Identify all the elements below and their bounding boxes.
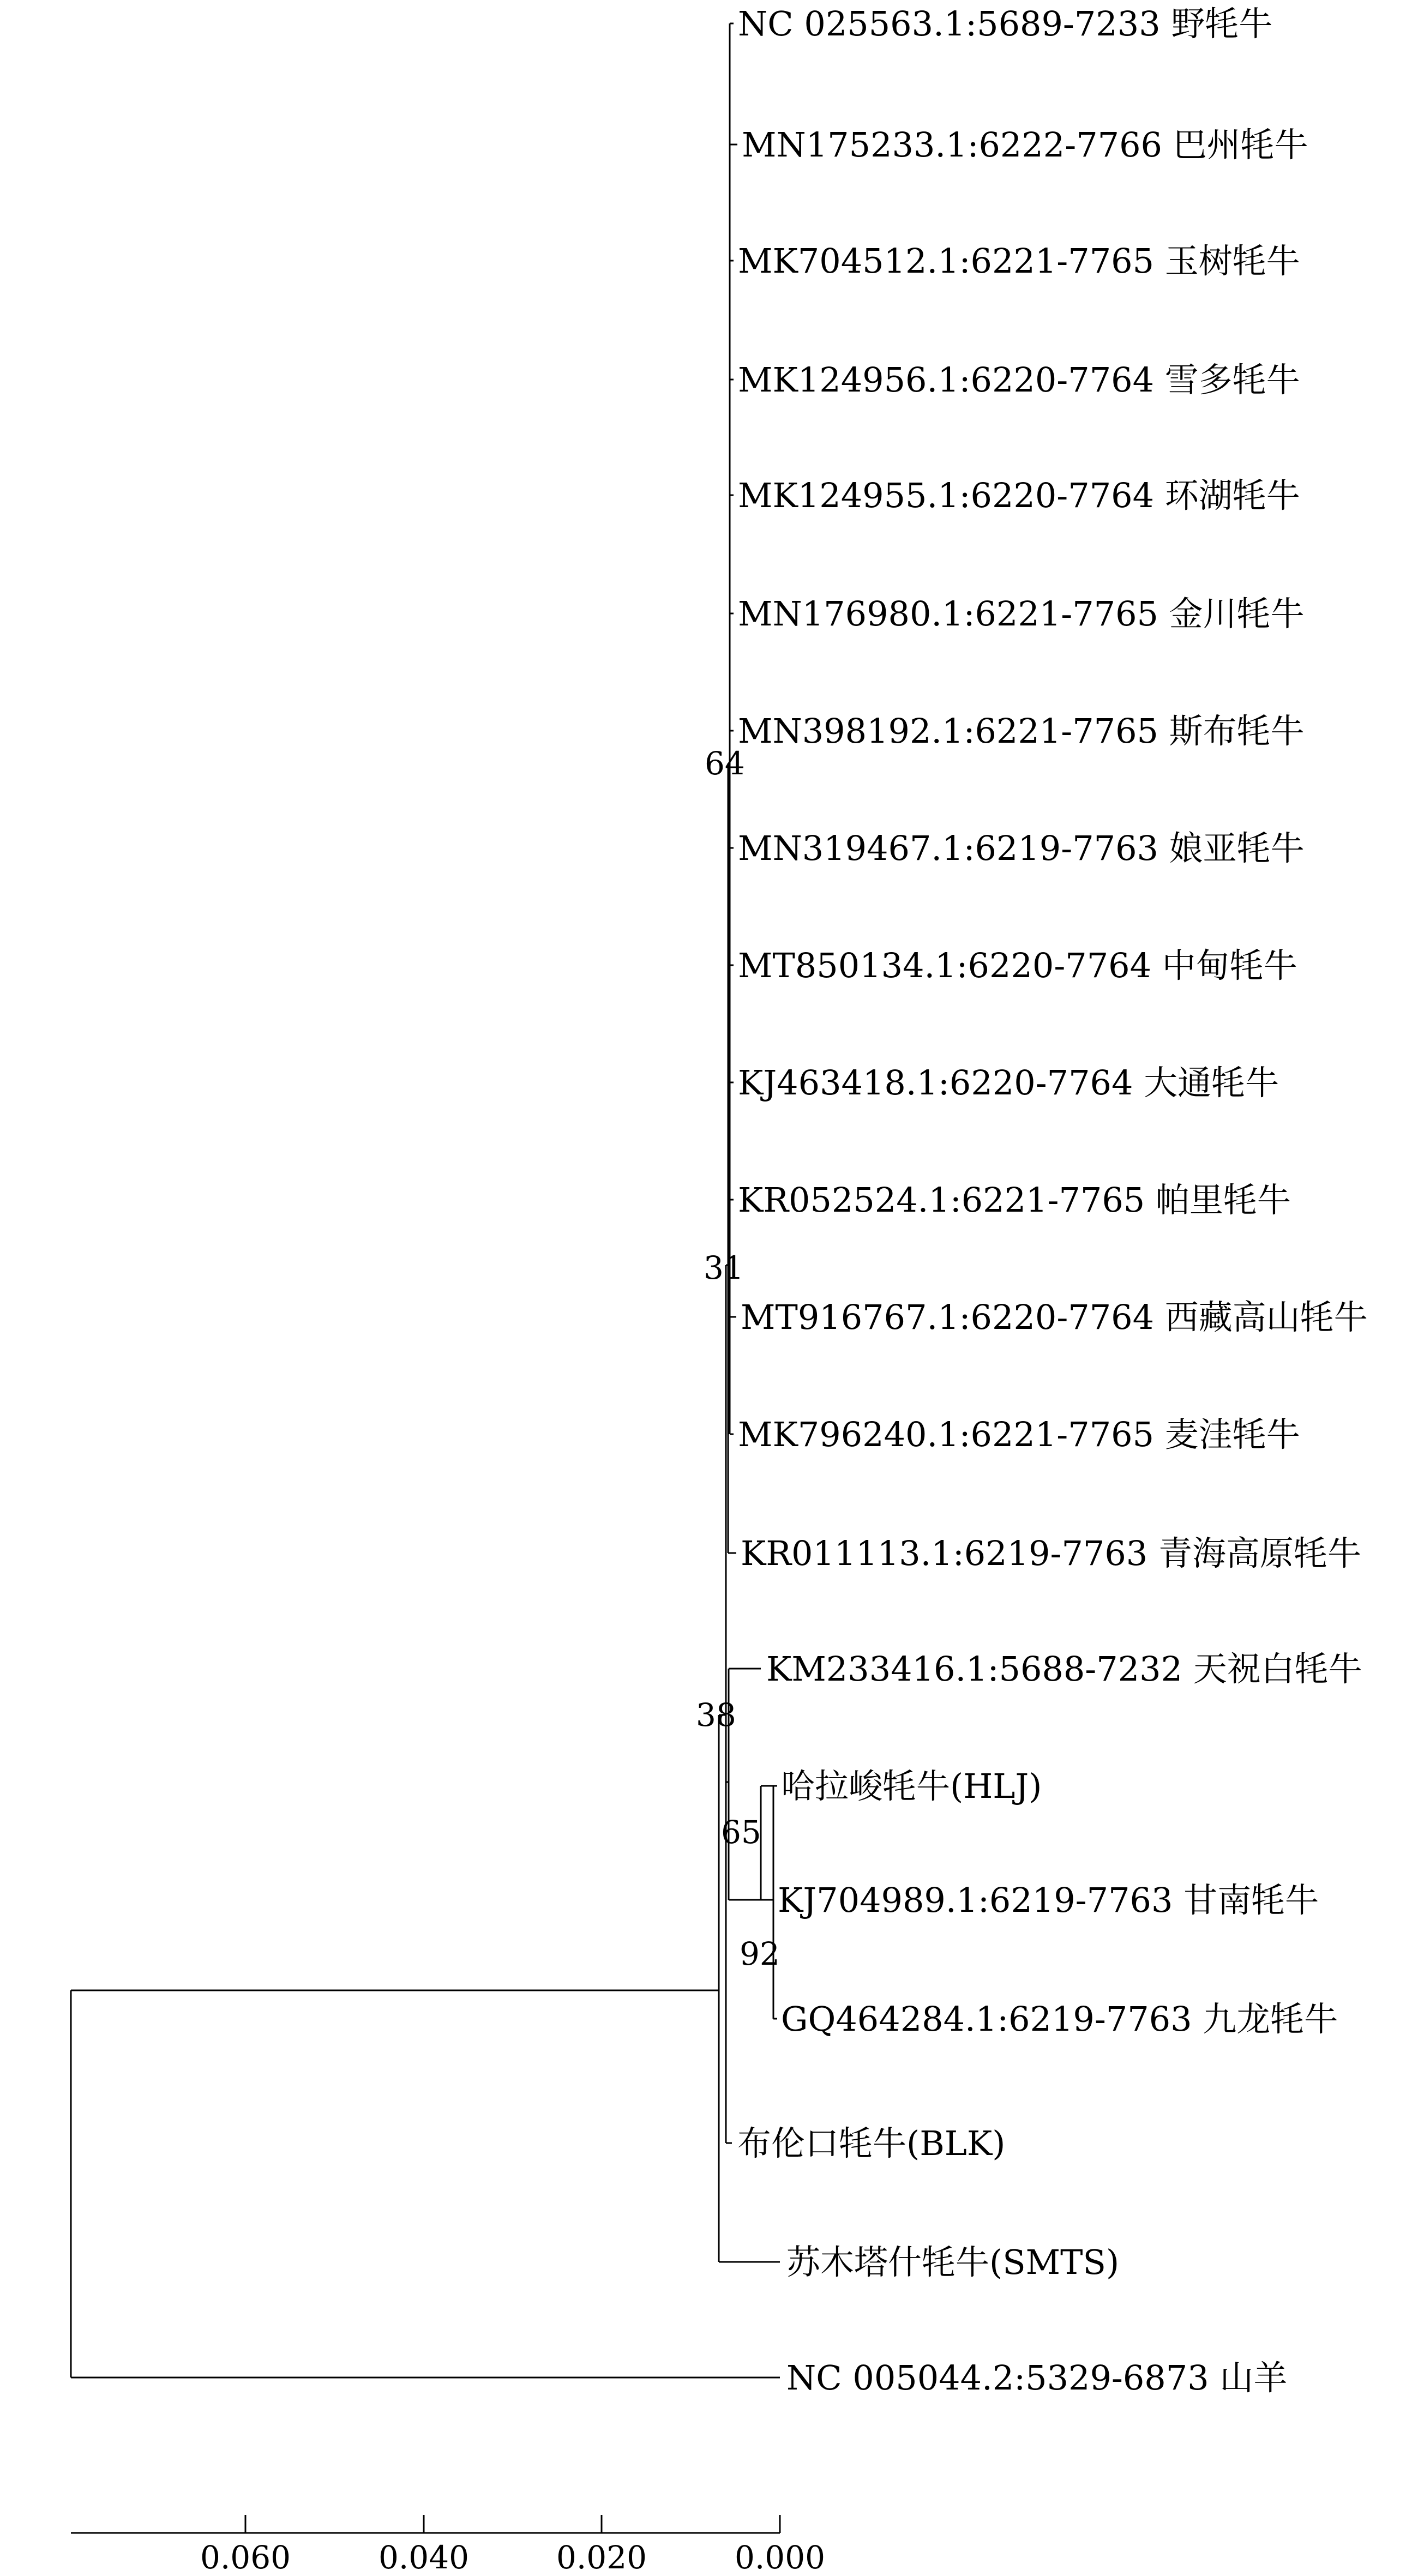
leaf-labels (737, 4, 1368, 2398)
leaf-label: MK796240.1:6221-7765 麦洼牦牛 (738, 1415, 1300, 1454)
tree-branches (71, 23, 780, 2378)
leaf-label: MN176980.1:6221-7765 金川牦牛 (738, 594, 1305, 634)
leaf-label: 苏木塔什牦牛(SMTS) (786, 2242, 1120, 2282)
bootstrap-value: 31 (704, 1249, 744, 1286)
bootstrap-value: 38 (696, 1696, 736, 1734)
leaf-label: NC 025563.1:5689-7233 野牦牛 (738, 4, 1273, 44)
leaf-label: MK704512.1:6221-7765 玉树牦牛 (738, 241, 1300, 281)
leaf-label: KR011113.1:6219-7763 青海高原牦牛 (741, 1533, 1361, 1573)
bootstrap-value: 92 (740, 1935, 780, 1972)
leaf-label: KJ704989.1:6219-7763 甘南牦牛 (778, 1880, 1319, 1920)
leaf-label: MK124955.1:6220-7764 环湖牦牛 (738, 476, 1300, 515)
scale-tick-label: 0.020 (556, 2539, 647, 2576)
bootstrap-values (696, 745, 780, 1972)
leaf-label: 哈拉峻牦牛(HLJ) (781, 1766, 1042, 1806)
leaf-label: NC 005044.2:5329-6873 山羊 (786, 2358, 1288, 2398)
scale-tick-label: 0.040 (378, 2539, 470, 2576)
bootstrap-value: 65 (721, 1814, 761, 1851)
leaf-label: KM233416.1:5688-7232 天祝白牦牛 (766, 1649, 1362, 1689)
scale-tick-label: 0.060 (200, 2539, 291, 2576)
leaf-label: KJ463418.1:6220-7764 大通牦牛 (738, 1063, 1279, 1103)
leaf-label: 布伦口牦牛(BLK) (737, 2123, 1006, 2163)
leaf-label: MT916767.1:6220-7764 西藏高山牦牛 (741, 1297, 1368, 1337)
bootstrap-value: 64 (705, 745, 745, 782)
leaf-label: GQ464284.1:6219-7763 九龙牦牛 (781, 1999, 1338, 2039)
leaf-label: MK124956.1:6220-7764 雪多牦牛 (738, 360, 1300, 400)
leaf-label: KR052524.1:6221-7765 帕里牦牛 (738, 1180, 1291, 1220)
scale-bar (71, 2515, 825, 2576)
leaf-label: MT850134.1:6220-7764 中甸牦牛 (738, 946, 1297, 985)
leaf-label: MN319467.1:6219-7763 娘亚牦牛 (738, 828, 1305, 868)
leaf-label: MN175233.1:6222-7766 巴州牦牛 (742, 125, 1308, 165)
scale-tick-label: 0.000 (734, 2539, 826, 2576)
leaf-label: MN398192.1:6221-7765 斯布牦牛 (738, 711, 1305, 751)
